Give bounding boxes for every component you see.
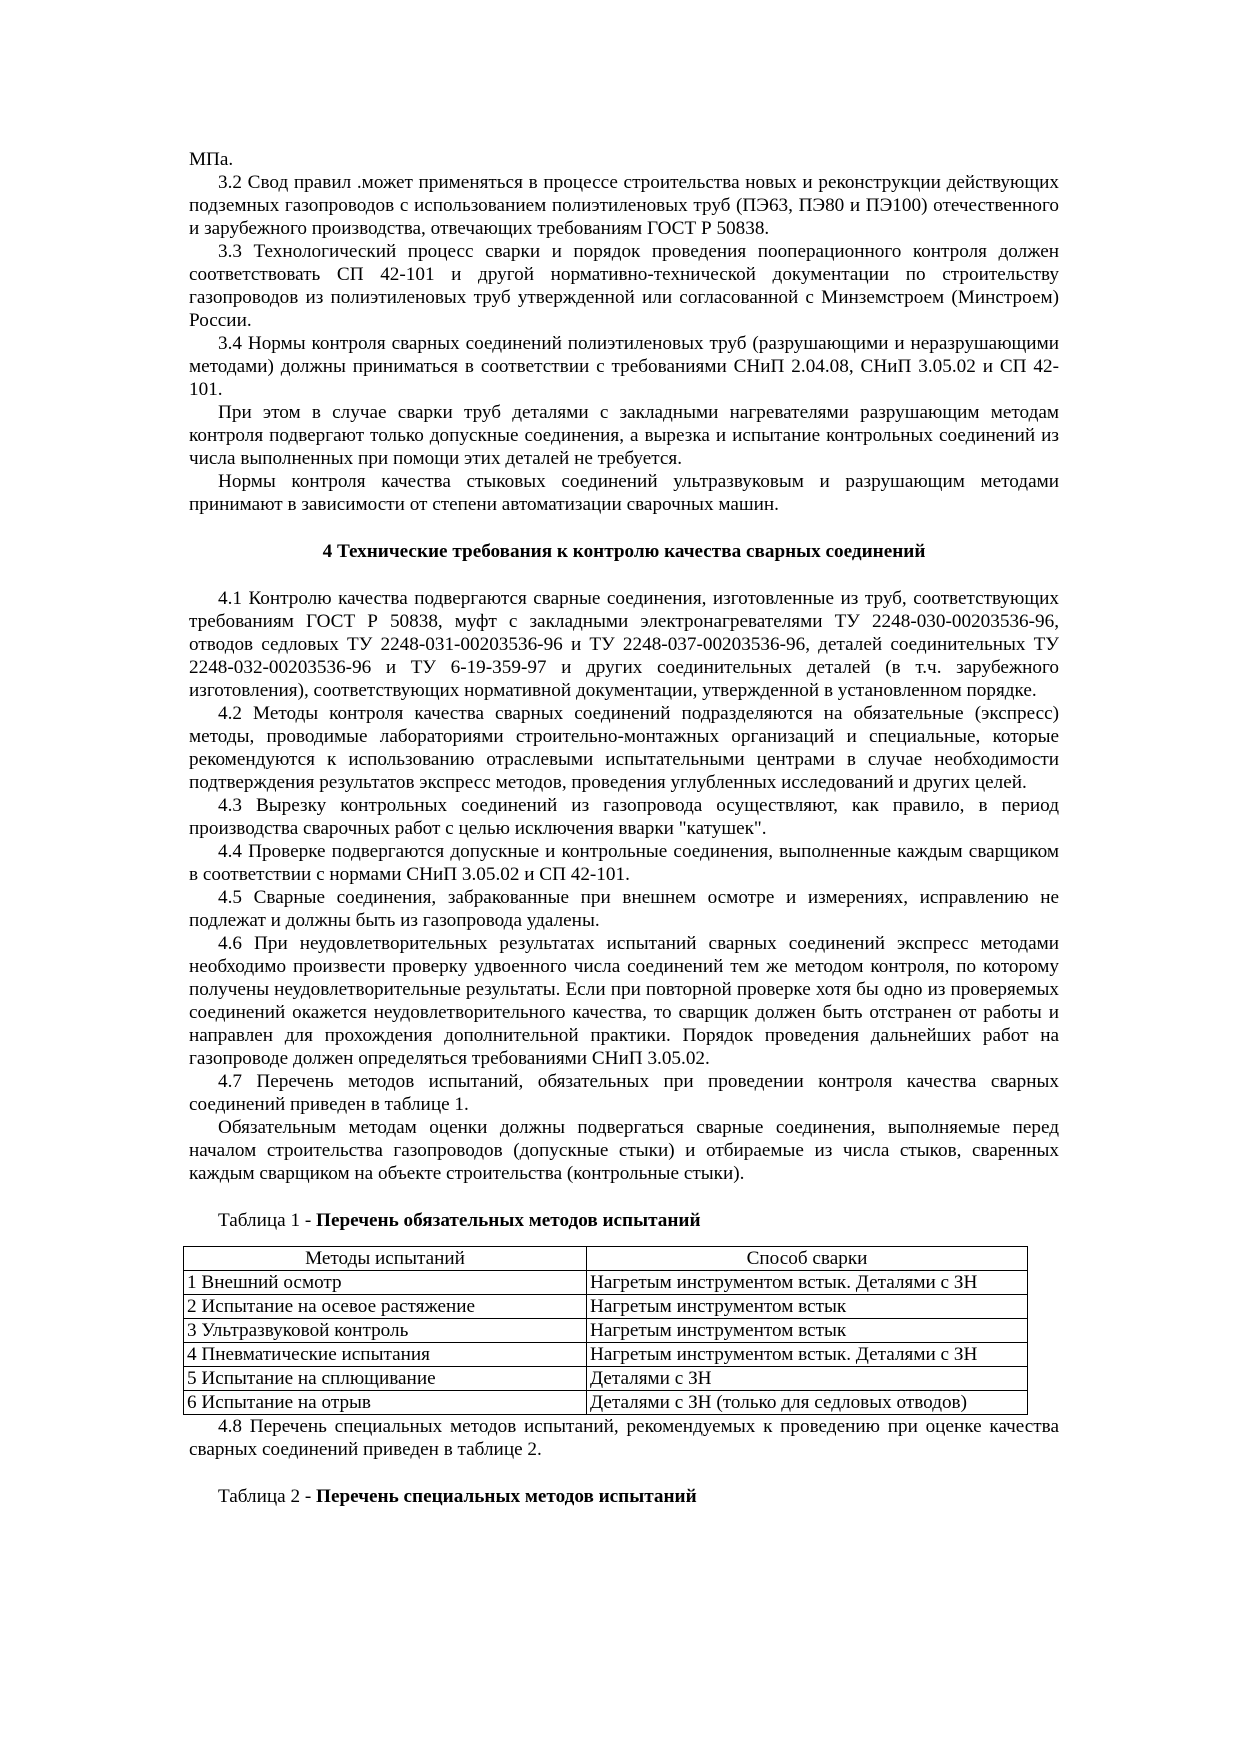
table-cell: Деталями с ЗН (587, 1367, 1028, 1391)
paragraph-3-2: 3.2 Свод правил .может применяться в процессе строительства новых и реконструкции действующих подземных газопроводов с использованием полиэтиленовых труб (ПЭ63, ПЭ80 и ПЭ100) отечественного и зарубежного производства, отвечающих требованиям ГОСТ Р 50838. (189, 172, 1059, 239)
table-row (184, 1271, 1028, 1295)
table-row (184, 1343, 1028, 1367)
table-2-caption (189, 1485, 1059, 1508)
paragraph-4-8: 4.8 Перечень специальных методов испытаний, рекомендуемых к проведению при оценке качества сварных соединений приведен в таблице 2. (189, 1416, 1059, 1460)
table-row (184, 1391, 1028, 1415)
table-caption-prefix: Таблица 2 - (218, 1486, 317, 1507)
table-cell: 3 Ультразвуковой контроль (184, 1319, 587, 1343)
table-cell: Нагретым инструментом встык (587, 1319, 1028, 1343)
paragraph: Обязательным методам оценки должны подвергаться сварные соединения, выполняемые перед началом строительства газопроводов (допускные стыки) и отбираемые из числа стыков, сваренных каждым сварщиком на объекте строительства (контрольные стыки). (189, 1117, 1059, 1184)
table-1 (183, 1246, 1028, 1415)
table-row (184, 1367, 1028, 1391)
paragraph-3-3: 3.3 Технологический процесс сварки и порядок проведения пооперационного контроля должен соответствовать СП 42-101 и другой нормативно-технической документации по строительству газопроводов из полиэтиленовых труб утвержденной или согласованной с Минземстроем (Минстроем) России. (189, 241, 1059, 331)
table-cell: 4 Пневматические испытания (184, 1343, 587, 1367)
table-row (184, 1319, 1028, 1343)
section-heading: 4 Технические требования к контролю качества сварных соединений (322, 541, 926, 562)
document-body (189, 148, 1059, 1522)
table-cell: Деталями с ЗН (только для седловых отводов) (587, 1391, 1028, 1415)
table-header-cell: Методы испытаний (184, 1247, 587, 1271)
paragraph-4-1: 4.1 Контролю качества подвергаются сварные соединения, изготовленные из труб, соответствующих требованиям ГОСТ Р 50838, муфт с закладными электронагревателями ТУ 2248-030-00203536-96, отводов седловых ТУ 2248-031-00203536-96 и ТУ 2248-037-00203536-96, деталей соединительных ТУ 2248-032-00203536-96 и ТУ 6-19-359-97 и других соединительных деталей (в т.ч. зарубежного изготовления), соответствующих нормативной документации, утвержденной в установленном порядке. (189, 588, 1059, 701)
table-cell: Нагретым инструментом встык (587, 1295, 1028, 1319)
paragraph: При этом в случае сварки труб деталями с закладными нагревателями разрушающим методам контроля подвергают только допускные соединения, а вырезка и испытание контрольных соединений из числа выполненных при помощи этих деталей не требуется. (189, 402, 1059, 469)
table-cell: Нагретым инструментом встык. Деталями с ЗН (587, 1343, 1028, 1367)
table-cell: 5 Испытание на сплющивание (184, 1367, 587, 1391)
table-1-caption (189, 1209, 1059, 1232)
paragraph-4-3: 4.3 Вырезку контрольных соединений из газопровода осуществляют, как правило, в период производства сварочных работ с целью исключения вварки "катушек". (189, 795, 1059, 839)
paragraph-4-5: 4.5 Сварные соединения, забракованные при внешнем осмотре и измерениях, исправлению не подлежат и должны быть из газопровода удалены. (189, 887, 1059, 931)
table-cell: 2 Испытание на осевое растяжение (184, 1295, 587, 1319)
paragraph: МПа. (189, 149, 234, 170)
table-cell: Нагретым инструментом встык. Деталями с ЗН (587, 1271, 1028, 1295)
table-row (184, 1295, 1028, 1319)
paragraph-4-6: 4.6 При неудовлетворительных результатах испытаний сварных соединений экспресс методами необходимо произвести проверку удвоенного числа соединений тем же методом контроля, по которому получены неудовлетворительные результаты. Если при повторной проверке хотя бы одно из проверяемых соединений окажется неудовлетворительного качества, то сварщик должен быть отстранен от работы и направлен для прохождения дополнительной практики. Порядок проведения дальнейших работ на газопроводе должен определяться требованиями СНиП 3.05.02. (189, 933, 1059, 1069)
table-caption-title: Перечень обязательных методов испытаний (316, 1210, 701, 1231)
table-header-cell: Способ сварки (587, 1247, 1028, 1271)
table-cell: 1 Внешний осмотр (184, 1271, 587, 1295)
paragraph: Нормы контроля качества стыковых соединений ультразвуковым и разрушающим методами принимают в зависимости от степени автоматизации сварочных машин. (189, 471, 1059, 515)
paragraph-4-7: 4.7 Перечень методов испытаний, обязательных при проведении контроля качества сварных соединений приведен в таблице 1. (189, 1071, 1059, 1115)
table-caption-title: Перечень специальных методов испытаний (316, 1486, 697, 1507)
paragraph-3-4: 3.4 Нормы контроля сварных соединений полиэтиленовых труб (разрушающими и неразрушающими методами) должны приниматься в соответствии с требованиями СНиП 2.04.08, СНиП 3.05.02 и СП 42-101. (189, 333, 1059, 400)
table-caption-prefix: Таблица 1 - (218, 1210, 317, 1231)
paragraph-4-2: 4.2 Методы контроля качества сварных соединений подразделяются на обязательные (экспресс) методы, проводимые лабораториями строительно-монтажных организаций и специальные, которые рекомендуются к использованию отраслевыми испытательными центрами в случае необходимости подтверждения результатов экспресс методов, проведения углубленных исследований и других целей. (189, 703, 1059, 793)
table-header-row (184, 1247, 1028, 1271)
paragraph-4-4: 4.4 Проверке подвергаются допускные и контрольные соединения, выполненные каждым сварщиком в соответствии с нормами СНиП 3.05.02 и СП 42-101. (189, 841, 1059, 885)
table-cell: 6 Испытание на отрыв (184, 1391, 587, 1415)
